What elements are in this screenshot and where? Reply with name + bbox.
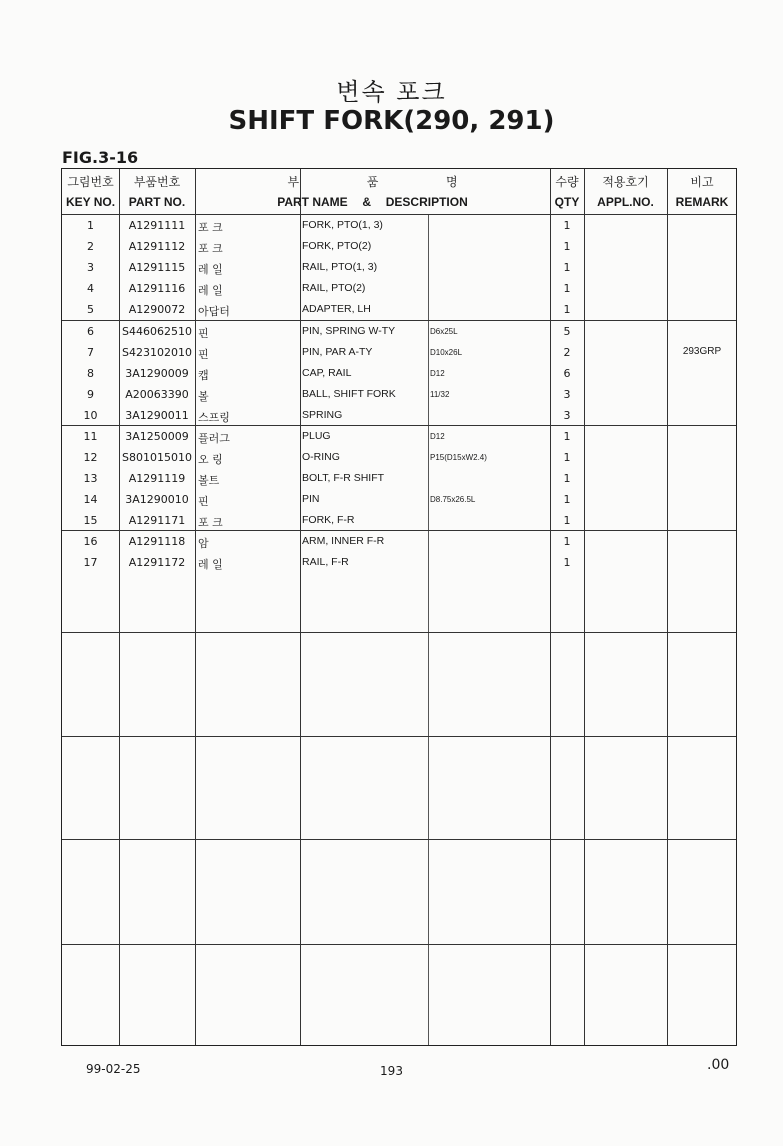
group-divider — [62, 736, 736, 737]
table-row — [62, 257, 736, 278]
table-row — [62, 236, 736, 257]
cell-part: A1291119 — [128, 472, 186, 485]
cell-part: 3A1290009 — [125, 367, 189, 380]
group-divider — [62, 944, 736, 945]
cell-spec: P15(D15xW2.4) — [430, 453, 487, 462]
title-korean: 변속 포크 — [336, 78, 447, 106]
header-part-no: 부품번호 PART NO. — [128, 174, 186, 209]
cell-part: 3A1250009 — [125, 430, 189, 443]
cell-name: FORK, PTO(2) — [302, 240, 372, 252]
cell-qty: 3 — [563, 409, 571, 422]
cell-name: PIN, SPRING W-TY — [302, 325, 396, 337]
cell-name: PLUG — [302, 430, 331, 442]
cell-key: 1 — [87, 219, 94, 232]
cell-qty: 3 — [563, 388, 571, 401]
cell-spec: D12 — [430, 432, 445, 441]
cell-part: A1291118 — [128, 535, 186, 548]
cell-kr: 레 일 — [198, 558, 223, 571]
cell-kr: 아답터 — [198, 305, 230, 318]
cell-part: 3A1290011 — [125, 409, 189, 422]
cell-qty: 6 — [563, 367, 571, 380]
cell-qty: 1 — [563, 493, 571, 506]
cell-part: 3A1290010 — [125, 493, 189, 506]
title-english: SHIFT FORK(290, 291) — [228, 106, 555, 136]
header-qty: 수량 QTY — [554, 174, 580, 209]
footer-date: 99-02-25 — [86, 1062, 141, 1076]
cell-spec: D6x25L — [430, 327, 458, 336]
table-row — [62, 531, 736, 552]
table-row — [62, 489, 736, 510]
cell-part: A1291115 — [128, 261, 186, 274]
cell-part: S801015010 — [122, 451, 192, 464]
cell-key: 3 — [87, 261, 94, 274]
cell-key: 11 — [83, 430, 98, 443]
cell-name: RAIL, F-R — [302, 556, 349, 568]
cell-spec: D12 — [430, 369, 445, 378]
cell-key: 13 — [83, 472, 98, 485]
cell-qty: 5 — [563, 325, 571, 338]
cell-name: ARM, INNER F-R — [302, 535, 385, 547]
table-row — [62, 278, 736, 299]
cell-part: A1291172 — [128, 556, 186, 569]
cell-name: CAP, RAIL — [302, 367, 352, 379]
figure-label: FIG.3-16 — [62, 148, 139, 167]
table-row — [62, 299, 736, 320]
table-row — [62, 321, 736, 342]
cell-qty: 1 — [563, 303, 571, 316]
cell-name: SPRING — [302, 409, 343, 421]
table-row — [62, 384, 736, 405]
cell-name: PIN — [302, 493, 320, 505]
cell-key: 8 — [87, 367, 94, 380]
cell-key: 16 — [83, 535, 98, 548]
cell-key: 4 — [87, 282, 94, 295]
cell-qty: 1 — [563, 514, 571, 527]
cell-qty: 1 — [563, 219, 571, 232]
table-row — [62, 426, 736, 447]
cell-key: 10 — [83, 409, 98, 422]
cell-key: 6 — [87, 325, 94, 338]
cell-remark: 293GRP — [682, 346, 722, 357]
header-part-name: 부 품 명 PART NAME & DESCRIPTION — [277, 174, 468, 209]
parts-table — [61, 168, 737, 1046]
header-appl-no: 적용호기 APPL.NO. — [597, 174, 654, 209]
cell-kr: 오 링 — [198, 453, 223, 466]
cell-part: A1291111 — [128, 219, 186, 232]
cell-kr: 캡 — [198, 369, 209, 382]
header-key: 그림번호 KEY NO. — [65, 174, 116, 209]
cell-kr: 볼트 — [198, 474, 220, 487]
table-row — [62, 363, 736, 384]
cell-kr: 암 — [198, 537, 209, 550]
cell-key: 7 — [87, 346, 94, 359]
cell-key: 2 — [87, 240, 94, 253]
cell-qty: 1 — [563, 535, 571, 548]
cell-key: 14 — [83, 493, 98, 506]
cell-key: 5 — [87, 303, 94, 316]
table-row — [62, 405, 736, 426]
cell-part: A1291116 — [128, 282, 186, 295]
cell-qty: 1 — [563, 240, 571, 253]
cell-name: RAIL, PTO(2) — [302, 282, 366, 294]
cell-spec: 11/32 — [430, 390, 450, 399]
table-row — [62, 215, 736, 236]
cell-kr: 레 일 — [198, 284, 223, 297]
cell-spec: D8.75x26.5L — [430, 495, 476, 504]
cell-qty: 1 — [563, 472, 571, 485]
cell-qty: 2 — [563, 346, 571, 359]
cell-name: FORK, F-R — [302, 514, 355, 526]
cell-qty: 1 — [563, 556, 571, 569]
cell-kr: 핀 — [198, 327, 209, 340]
cell-kr: 레 일 — [198, 263, 223, 276]
cell-name: PIN, PAR A-TY — [302, 346, 373, 358]
cell-qty: 1 — [563, 282, 571, 295]
cell-name: O-RING — [302, 451, 340, 463]
table-row — [62, 468, 736, 489]
table-row — [62, 552, 736, 573]
cell-kr: 핀 — [198, 348, 209, 361]
cell-qty: 1 — [563, 430, 571, 443]
cell-kr: 포 크 — [198, 242, 223, 255]
table-row — [62, 342, 736, 363]
cell-key: 17 — [83, 556, 98, 569]
cell-kr: 포 크 — [198, 516, 223, 529]
cell-spec: D10x26L — [430, 348, 463, 357]
cell-part: A1291171 — [128, 514, 186, 527]
cell-key: 9 — [87, 388, 94, 401]
cell-key: 15 — [83, 514, 98, 527]
group-divider — [62, 632, 736, 633]
cell-kr: 스프링 — [198, 411, 230, 424]
group-divider — [62, 839, 736, 840]
cell-name: BOLT, F-R SHIFT — [302, 472, 385, 484]
cell-qty: 1 — [563, 451, 571, 464]
page-number: 193 — [380, 1064, 403, 1078]
table-row — [62, 510, 736, 531]
cell-kr: 볼 — [198, 390, 209, 403]
cell-name: ADAPTER, LH — [302, 303, 371, 315]
cell-key: 12 — [83, 451, 98, 464]
cell-kr: 플러그 — [198, 432, 230, 445]
cell-kr: 포 크 — [198, 221, 223, 234]
revision: .00 — [707, 1057, 730, 1073]
table-row — [62, 447, 736, 468]
cell-part: S446062510 — [122, 325, 192, 338]
cell-part: A20063390 — [125, 388, 189, 401]
cell-part: S423102010 — [122, 346, 192, 359]
cell-name: FORK, PTO(1, 3) — [302, 219, 383, 231]
cell-part: A1290072 — [128, 303, 186, 316]
header-remark: 비고 REMARK — [675, 174, 729, 209]
cell-part: A1291112 — [128, 240, 186, 253]
cell-name: BALL, SHIFT FORK — [302, 388, 396, 400]
cell-qty: 1 — [563, 261, 571, 274]
cell-name: RAIL, PTO(1, 3) — [302, 261, 378, 273]
cell-kr: 핀 — [198, 495, 209, 508]
